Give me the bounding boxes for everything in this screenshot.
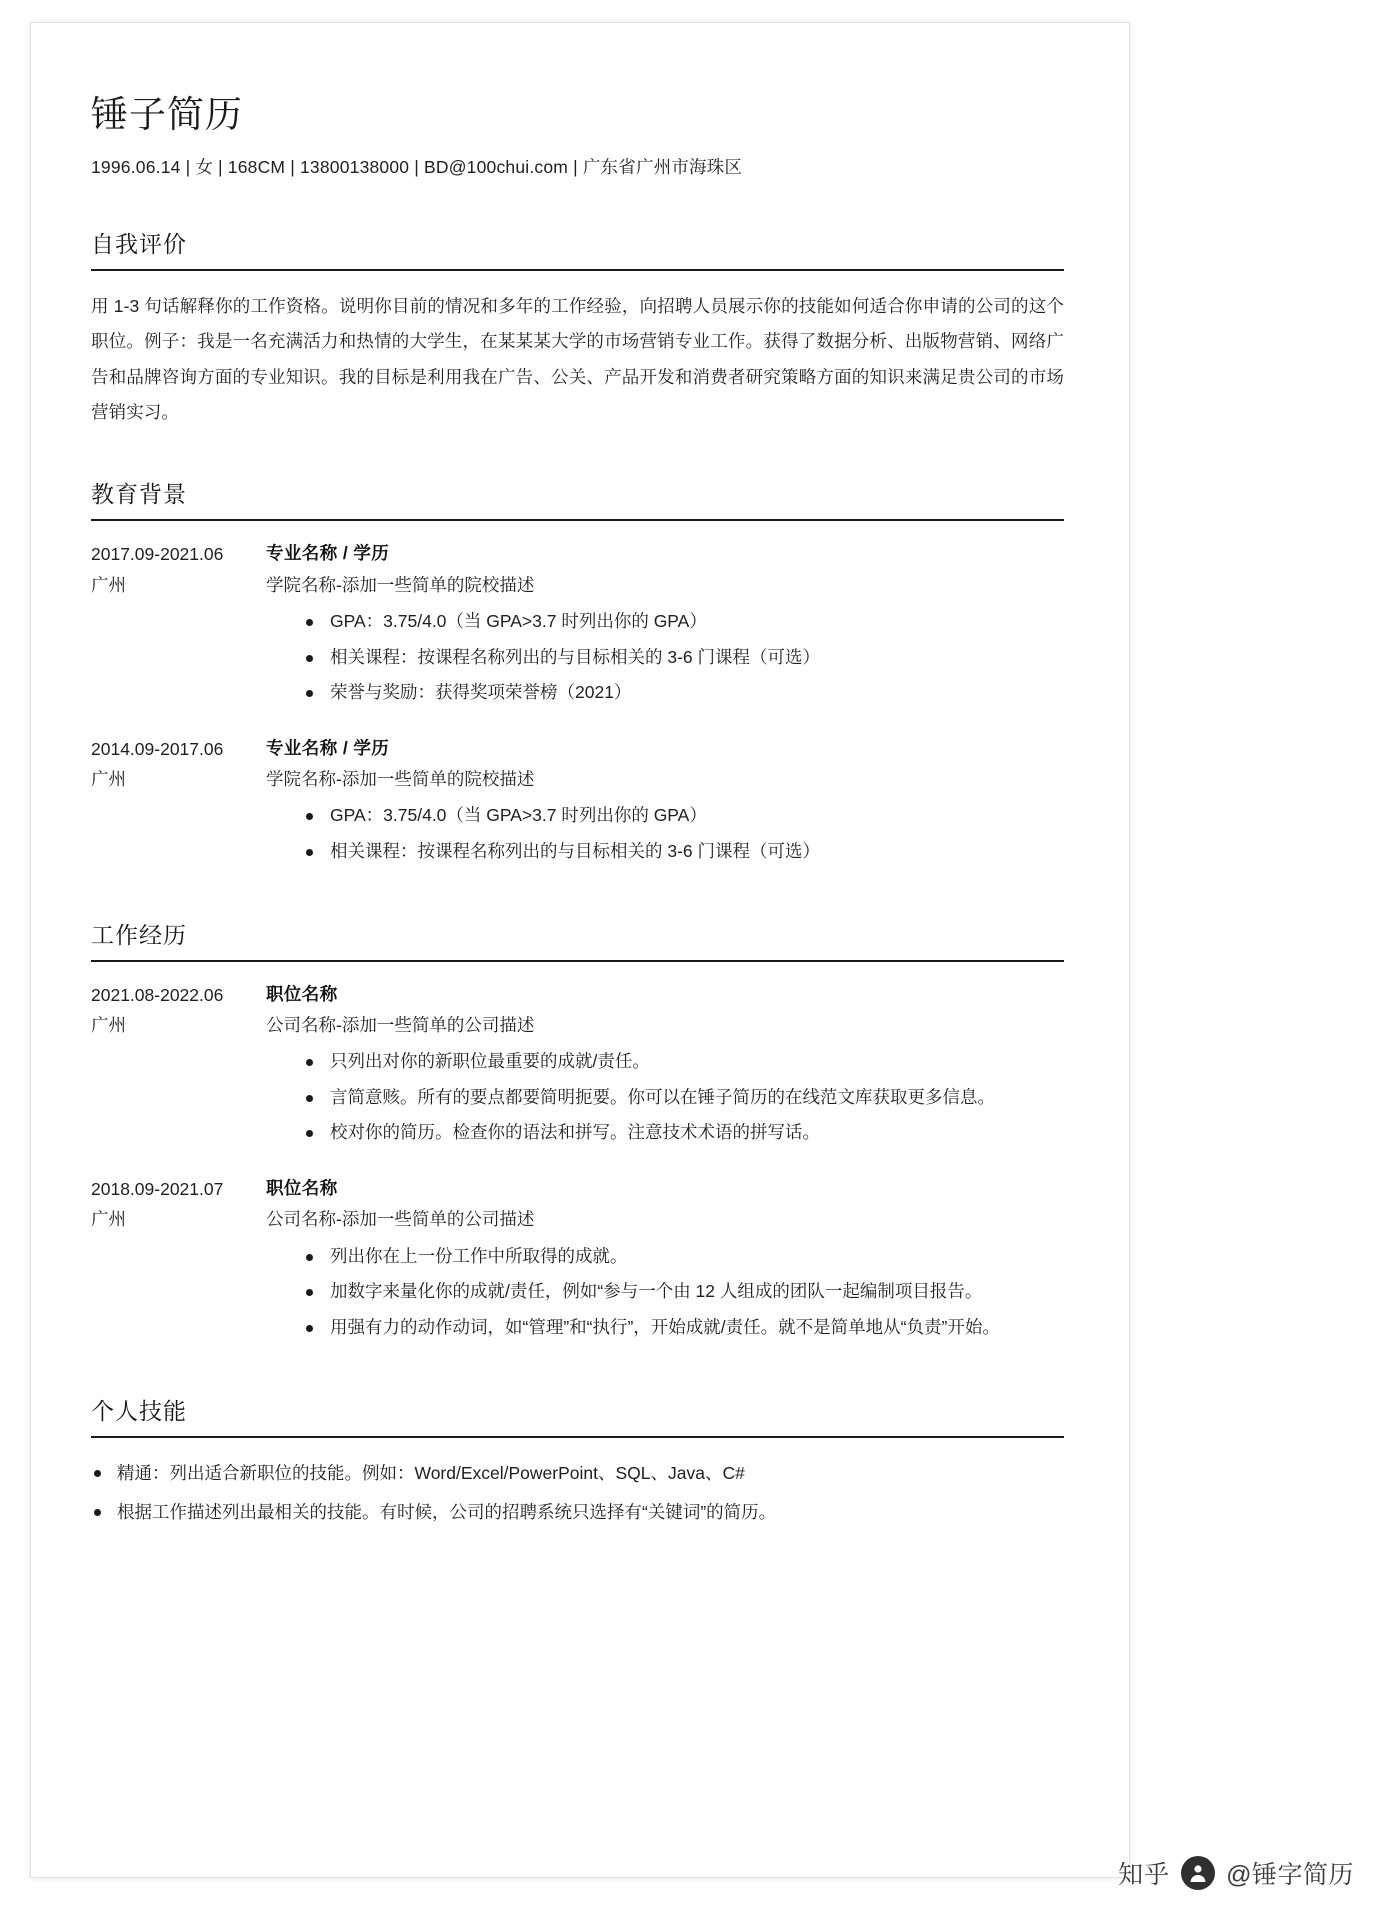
section-title-skills: 个人技能 [91,1397,187,1424]
list-item: 相关课程：按课程名称列出的与目标相关的 3-6 门课程（可选） [304,641,1064,675]
section-divider [91,519,1064,521]
entry-subtitle: 公司名称-添加一些简单的公司描述 [266,1014,535,1035]
section-divider [91,960,1064,962]
contact-line [91,155,1064,180]
list-item: 精通：列出适合新职位的技能。例如：Word/Excel/PowerPoint、SQL、Java、C# [91,1456,1064,1490]
list-item: 相关课程：按课程名称列出的与目标相关的 3-6 门课程（可选） [304,835,1064,869]
entry-meta [91,539,266,599]
entry-title: 专业名称 / 学历 [266,737,390,758]
entry-body [266,539,1064,711]
education-entry [91,539,1064,711]
entry-date: 2021.08-2022.06 [91,984,224,1005]
section-self-evaluation [91,226,1064,430]
section-title-self-evaluation: 自我评价 [91,230,187,257]
entry-body [266,980,1064,1152]
resume-content [31,23,1129,1529]
entry-date: 2014.09-2017.06 [91,738,224,759]
list-item: GPA：3.75/4.0（当 GPA>3.7 时列出你的 GPA） [304,605,1064,639]
entry-body [266,1174,1064,1346]
section-title-work-experience: 工作经历 [91,921,187,948]
list-item: 列出你在上一份工作中所取得的成就。 [304,1240,1064,1274]
section-title-education: 教育背景 [91,481,187,508]
contact-email: BD@100chui.com [423,157,569,178]
entry-bullet-list [266,799,1064,868]
entry-body [266,734,1064,871]
contact-separator: | [573,157,578,178]
entry-subtitle: 公司名称-添加一些简单的公司描述 [266,1209,535,1230]
section-divider [91,1436,1064,1438]
list-item: 根据工作描述列出最相关的技能。有时候，公司的招聘系统只选择有“关键词”的简历。 [91,1495,1064,1529]
work-entry [91,1174,1064,1346]
entry-title: 专业名称 / 学历 [266,543,390,564]
watermark-brand: 知乎 [1118,1861,1171,1889]
contact-gender: 女 [195,157,214,178]
list-item: 校对你的简历。检查你的语法和拼写。注意技术术语的拼写话。 [304,1116,1064,1150]
resume-page [30,22,1130,1878]
contact-height: 168CM [227,157,286,178]
entry-bullet-list [266,1240,1064,1345]
contact-separator: | [290,157,295,178]
entry-meta [91,734,266,794]
section-education [91,476,1064,870]
page-title: 锤子简历 [91,94,243,135]
entry-location: 广州 [91,574,126,595]
education-entry [91,734,1064,871]
list-item: 荣誉与奖励：获得奖项荣誉榜（2021） [304,676,1064,710]
contact-birthdate: 1996.06.14 [91,157,181,178]
resume-header [91,93,1064,180]
entry-subtitle: 学院名称-添加一些简单的院校描述 [266,574,535,595]
entry-date: 2017.09-2021.06 [91,544,224,565]
skills-list [91,1456,1064,1529]
contact-separator: | [218,157,223,178]
entry-meta [91,1174,266,1234]
contact-separator: | [414,157,419,178]
entry-subtitle: 学院名称-添加一些简单的院校描述 [266,769,535,790]
entry-location: 广州 [91,1014,126,1035]
entry-date: 2018.09-2021.07 [91,1179,224,1200]
contact-address: 广东省广州市海珠区 [582,157,743,178]
section-skills [91,1393,1064,1529]
list-item: 言简意赅。所有的要点都要简明扼要。你可以在锤子简历的在线范文库获取更多信息。 [304,1081,1064,1115]
zhihu-avatar-icon [1181,1856,1215,1890]
watermark [1118,1855,1354,1891]
section-divider [91,269,1064,271]
entry-meta [91,980,266,1040]
work-entry [91,980,1064,1152]
entry-title: 职位名称 [266,1178,338,1199]
entry-bullet-list [266,1045,1064,1150]
contact-separator: | [185,157,191,178]
list-item: 用强有力的动作动词，如“管理”和“执行”，开始成就/责任。就不是简单地从“负责”开始。 [304,1311,1064,1345]
entry-bullet-list [266,605,1064,710]
list-item: 加数字来量化你的成就/责任，例如“参与一个由 12 人组成的团队一起编制项目报告。 [304,1275,1064,1309]
watermark-handle: @锤字简历 [1226,1861,1354,1889]
section-work-experience [91,917,1064,1347]
contact-phone: 13800138000 [299,157,410,178]
entry-location: 广州 [91,769,126,790]
entry-location: 广州 [91,1209,126,1230]
list-item: 只列出对你的新职位最重要的成就/责任。 [304,1045,1064,1079]
entry-title: 职位名称 [266,983,338,1004]
self-evaluation-paragraph: 用 1-3 句话解释你的工作资格。说明你目前的情况和多年的工作经验，向招聘人员展示你的技能如何适合你申请的公司的这个职位。例子：我是一名充满活力和热情的大学生，在某某某大学的市场营销专业工作。获得了数据分析、出版物营销、网络广告和品牌咨询方面的专业知识。我的目标是利用我在广告、公关、产品开发和消费者研究策略方面的知识来满足贵公司的市场营销实习。 [91,295,1064,422]
list-item: GPA：3.75/4.0（当 GPA>3.7 时列出你的 GPA） [304,799,1064,833]
